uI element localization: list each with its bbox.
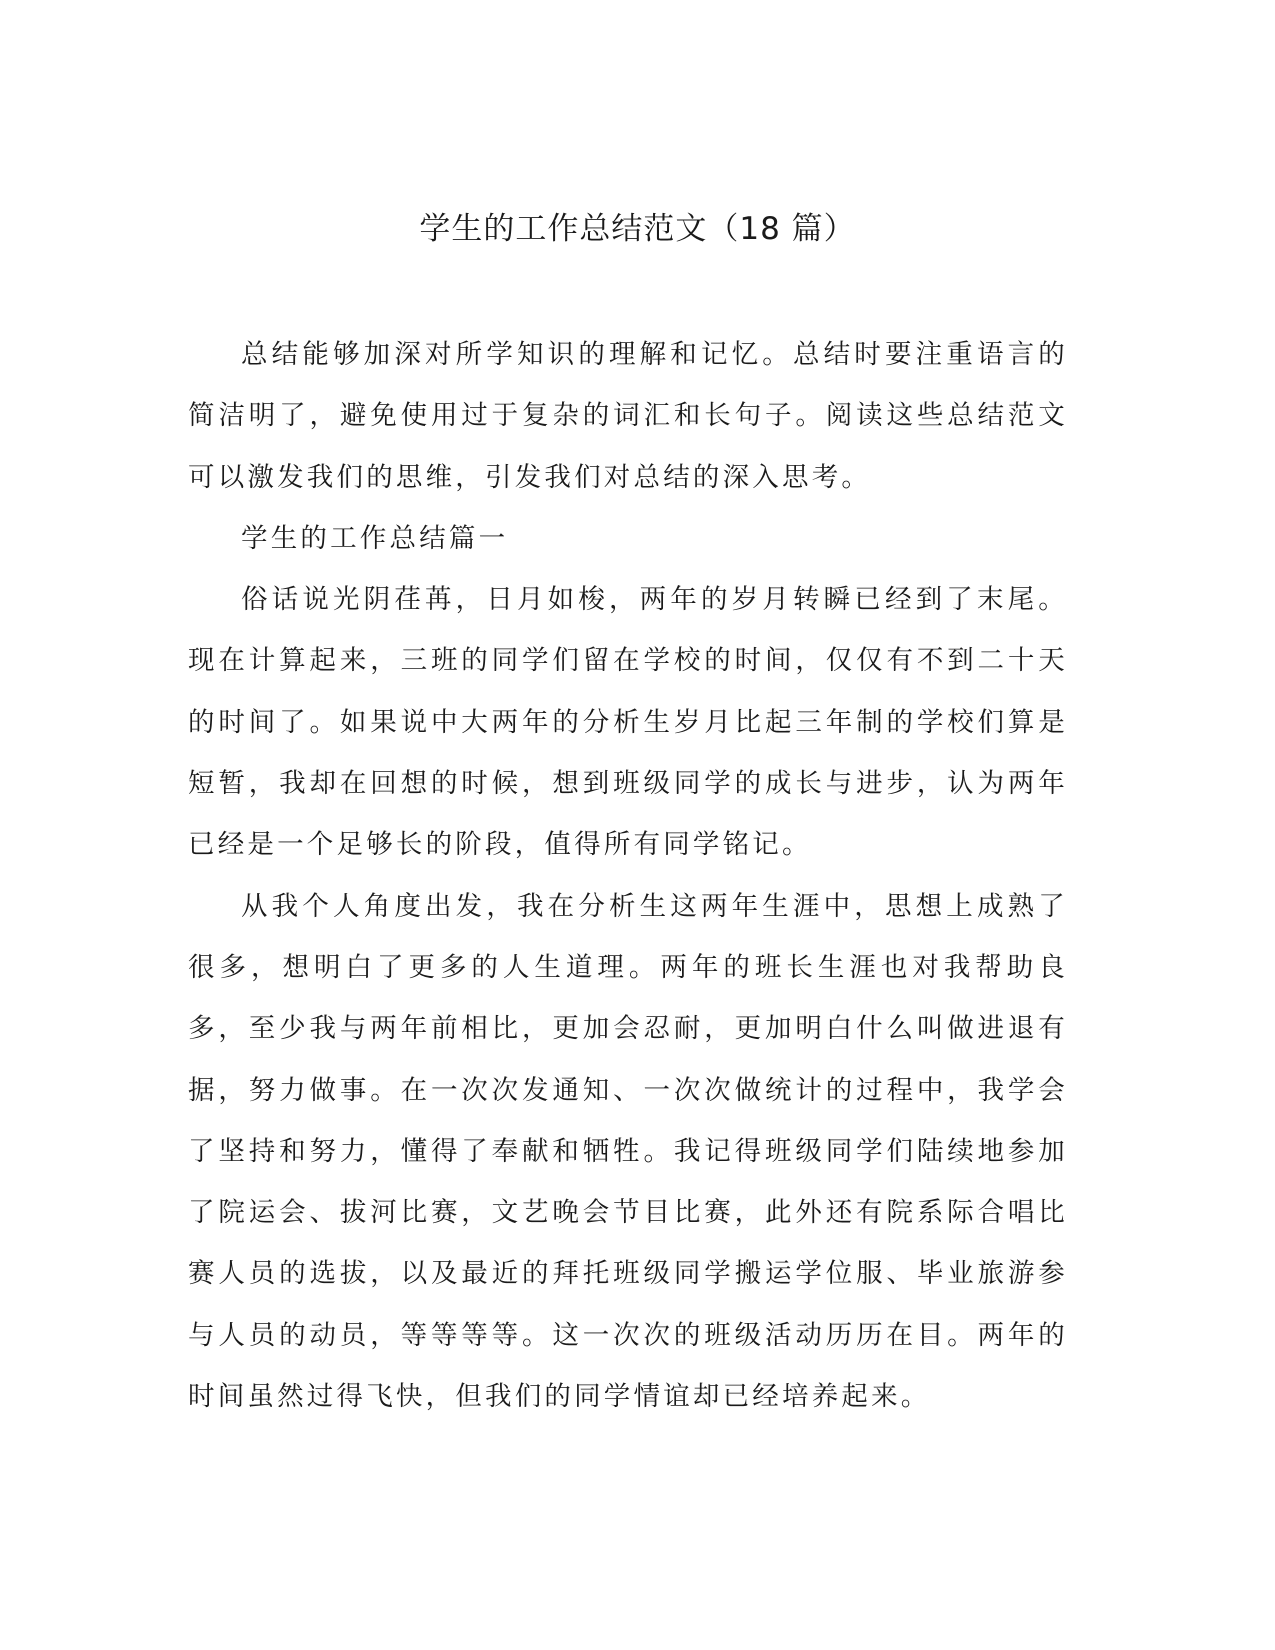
body-paragraph: 从我个人角度出发，我在分析生这两年生涯中，思想上成熟了很多，想明白了更多的人生道理。两年的班长生涯也对我帮助良多，至少我与两年前相比，更加会忍耐，更加明白什么叫做进退有据，努力做事。在一次次发通知、一次次做统计的过程中，我学会了坚持和努力，懂得了奉献和牺牲。我记得班级同学们陆续地参加了院运会、拔河比赛，文艺晚会节目比赛，此外还有院系际合唱比赛人员的选拔，以及最近的拜托班级同学搬运学位服、毕业旅游参与人员的动员，等等等等。这一次次的班级活动历历在目。两年的时间虽然过得飞快，但我们的同学情谊却已经培养起来。	[188, 890, 1068, 1413]
section-heading: 学生的工作总结篇一	[241, 522, 509, 554]
document-body	[188, 324, 1068, 1427]
document-title: 学生的工作总结范文（18 篇）	[419, 211, 856, 247]
body-paragraph: 俗话说光阴荏苒，日月如梭，两年的岁月转瞬已经到了末尾。现在计算起来，三班的同学们留在学校的时间，仅仅有不到二十天的时间了。如果说中大两年的分析生岁月比起三年制的学校们算是短暂，我却在回想的时候，想到班级同学的成长与进步，认为两年已经是一个足够长的阶段，值得所有同学铭记。	[188, 584, 1068, 861]
intro-paragraph: 总结能够加深对所学知识的理解和记忆。总结时要注重语言的简洁明了，避免使用过于复杂的词汇和长句子。阅读这些总结范文可以激发我们的思维，引发我们对总结的深入思考。	[188, 339, 1068, 493]
